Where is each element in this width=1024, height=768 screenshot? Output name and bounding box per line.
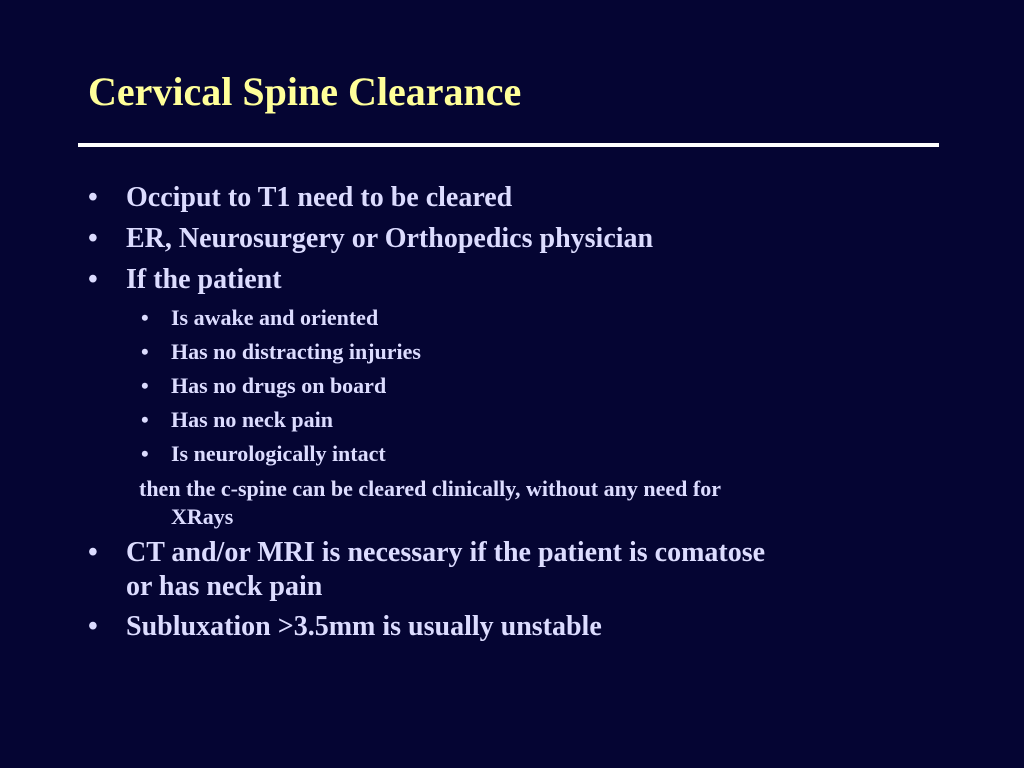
bullet-dot: • xyxy=(88,223,98,254)
bullet-text: CT and/or MRI is necessary if the patient is comatose xyxy=(126,537,766,568)
sub-bullet-dot: • xyxy=(141,441,149,466)
sub-bullet-dot: • xyxy=(141,305,149,330)
sub-bullet-text: Has no neck pain xyxy=(171,407,333,432)
bullet-text: If the patient xyxy=(126,264,282,295)
bullet-continuation: or has neck pain xyxy=(126,571,323,602)
sub-bullet-item xyxy=(141,338,421,365)
conclusion-line-2: XRays xyxy=(171,504,234,529)
bullet-text: Subluxation >3.5mm is usually unstable xyxy=(126,611,602,642)
bullet-dot: • xyxy=(88,611,98,642)
sub-bullet-dot: • xyxy=(141,373,149,398)
sub-bullet-text: Has no distracting injuries xyxy=(171,339,421,364)
sub-bullet-item xyxy=(141,372,387,399)
sub-bullet-item xyxy=(141,304,379,331)
bullet-dot: • xyxy=(88,537,98,568)
bullet-text: Occiput to T1 need to be cleared xyxy=(126,182,513,213)
bullet-item xyxy=(88,263,282,297)
bullet-dot: • xyxy=(88,264,98,295)
sub-bullet-text: Is awake and oriented xyxy=(171,305,379,330)
bullet-dot: • xyxy=(88,182,98,213)
slide-title: Cervical Spine Clearance xyxy=(88,69,522,114)
sub-bullet-text: Is neurologically intact xyxy=(171,441,386,466)
sub-bullet-item xyxy=(141,406,333,433)
sub-bullet-dot: • xyxy=(141,407,149,432)
bullet-item xyxy=(88,222,654,256)
bullet-item xyxy=(88,536,766,570)
sub-bullet-item xyxy=(141,440,386,467)
bullet-item xyxy=(88,610,602,644)
conclusion-line-1: then the c-spine can be cleared clinically, without any need for xyxy=(139,476,721,501)
bullet-text: ER, Neurosurgery or Orthopedics physician xyxy=(126,223,654,254)
sub-bullet-dot: • xyxy=(141,339,149,364)
bullet-item xyxy=(88,181,513,215)
sub-bullet-text: Has no drugs on board xyxy=(171,373,387,398)
